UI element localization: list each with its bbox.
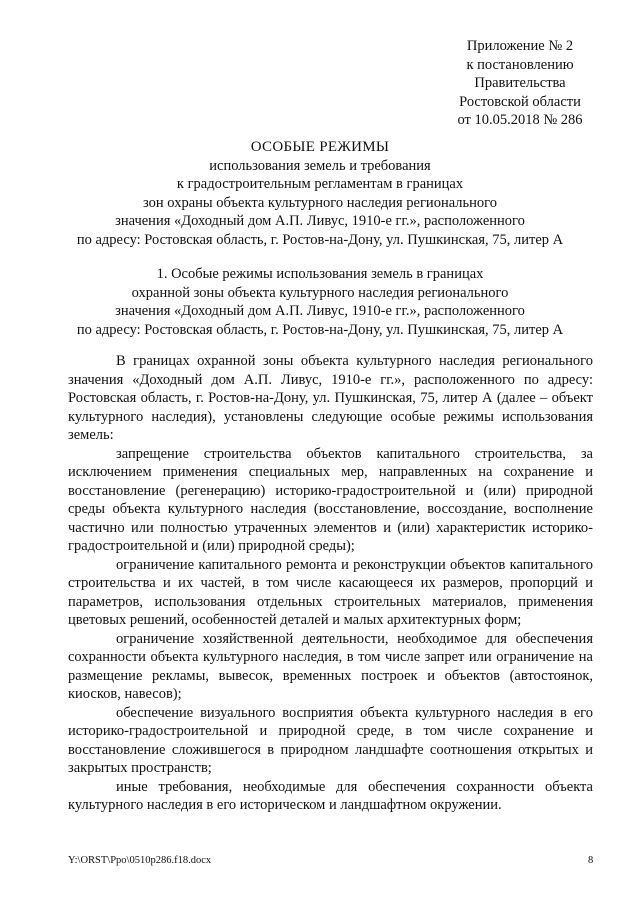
intro-paragraph: В границах охранной зоны объекта культурного наследия регионального значения «Доходный дом А.П. Ливус, 1910-е гг.», расположенного по адресу: Ростовская область, г. Ростов-на-Дону, ул. Пушкинская, 75, литер А (далее – объект культурного наследия), установлены следующие особые режимы использования земель: [68,353,593,443]
annex-line: к постановлению [466,56,574,73]
document-title [20,138,620,249]
section-heading [20,265,620,339]
regime-paragraph: запрещение строительства объектов капитального строительства, за исключением применения специальных мер, направленных на сохранение и восстановление (регенерацию) историко-градостроительной и (или) природной среды объекта культурного наследия (восстановление, воссоздание, восполнение частично или полностью утраченных элементов и (или) характеристик историко-градостроительной и (или) природной среды); [68,445,593,554]
regime-paragraph: ограничение капитального ремонта и реконструкции объектов капитального строительства и их частей, в том числе касающееся их размеров, пропорций и параметров, использования отдельных строительных материалов, применения цветовых решений, особенностей деталей и малых архитектурных форм; [68,556,593,628]
section-heading-line: 1. Особые режимы использования земель в границах [156,266,484,282]
annex-line: Приложение № 2 [466,38,574,54]
section-heading-line: значения «Доходный дом А.П. Ливус, 1910-е гг.», расположенного [115,303,525,319]
subtitle-line: зон охраны объекта культурного наследия регионального [143,194,497,211]
footer-file-path: Y:\ORST\Ppo\0510p286.f18.docx [68,855,212,866]
title-main: ОСОБЫЕ РЕЖИМЫ [250,139,390,155]
section-heading-line: по адресу: Ростовская область, г. Ростов-на-Дону, ул. Пушкинская, 75, литер А [76,321,564,338]
annex-line: Ростовской области [459,93,581,110]
annex-line: Правительства [474,75,566,91]
section-body [68,352,593,815]
page-number: 8 [588,855,594,866]
subtitle-line: к градостроительным регламентам в границах [176,176,464,192]
subtitle-line: значения «Доходный дом А.П. Ливус, 1910-е гг.», расположенного [115,213,525,229]
subtitle-line: использования земель и требования [209,157,431,174]
subtitle-line: по адресу: Ростовская область, г. Ростов-на-Дону, ул. Пушкинская, 75, литер А [76,231,564,248]
regime-paragraph: иные требования, необходимые для обеспечения сохранности объекта культурного наследия в его историческом и ландшафтном окружении. [68,778,593,813]
annex-line: от 10.05.2018 № 286 [457,112,583,128]
regime-paragraph: обеспечение визуального восприятия объекта культурного наследия в его историко-градостроительной и природной среде, в том числе сохранение и восстановление сложившегося в природном ландшафте соотношения открытых и закрытых пространств; [68,704,593,776]
regime-paragraph: ограничение хозяйственной деятельности, необходимое для обеспечения сохранности объекта культурного наследия, в том числе запрет или ограничение на размещение рекламы, вывесок, временных построек и объектов (автостоянок, киосков, навесов); [68,630,593,702]
section-heading-line: охранной зоны объекта культурного наследия регионального [131,284,509,301]
annex-reference [420,37,620,130]
